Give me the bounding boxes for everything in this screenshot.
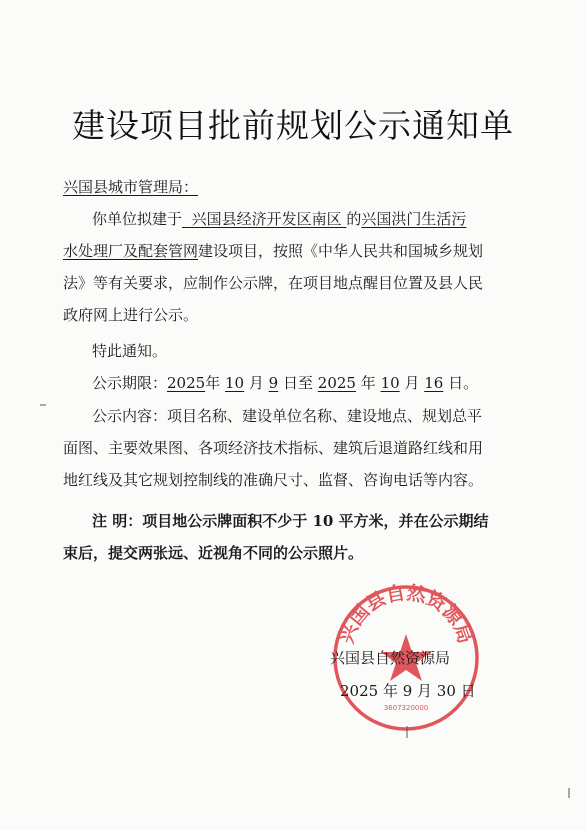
period-start-day: 9 — [268, 374, 279, 392]
document-title: 建设项目批前规划公示通知单 — [72, 106, 514, 145]
period-start-year: 2025 — [167, 374, 206, 392]
p1-location: 兴国县经济开发区南区 — [191, 210, 342, 228]
content-line1: 公示内容：项目名称、建设单位名称、建设地点、规划总平 — [92, 407, 483, 425]
addressee — [63, 177, 198, 197]
period-year-char2: 年 — [360, 374, 376, 392]
paragraph1-line2 — [63, 241, 483, 261]
scan-mark — [40, 404, 46, 406]
period-end-day: 16 — [424, 374, 444, 392]
period-end-month: 10 — [380, 374, 400, 392]
p1-project-part1: 兴国洪门生活污 — [361, 210, 467, 228]
period-line — [92, 373, 478, 393]
period-label: 公示期限： — [92, 374, 168, 392]
note-line2: 束后，提交两张远、近视角不同的公示照片。 — [63, 544, 364, 562]
period-end: 日。 — [448, 374, 479, 392]
content-line2: 面图、主要效果图、各项经济技术指标、建筑后退道路红线和用 — [63, 439, 484, 457]
period-end-year: 2025 — [317, 374, 356, 392]
paragraph1-line1 — [92, 209, 466, 229]
signature-org: 兴国县自然资源局 — [330, 649, 451, 667]
scan-mark — [568, 788, 570, 798]
period-year-char: 年 — [205, 374, 221, 392]
period-month-char: 月 — [248, 374, 264, 392]
p1-prefix: 你单位拟建于 — [92, 210, 183, 228]
signature-date: 2025 年 9 月 30 日 — [340, 682, 476, 700]
addressee-text: 兴国县城市管理局： — [63, 178, 199, 196]
period-start-month: 10 — [225, 374, 245, 392]
note-line1: 注 明：项目地公示牌面积不少于 10 平方米，并在公示期结 — [92, 512, 489, 530]
p1-line2-suffix: 建设项目，按照《中华人民共和国城乡规划 — [198, 242, 484, 260]
period-month-char2: 月 — [404, 374, 420, 392]
scan-mark — [406, 726, 408, 738]
seal-number: 3607320000 — [383, 704, 429, 712]
notice-text: 特此通知。 — [92, 342, 168, 360]
paragraph1-line4: 政府网上进行公示。 — [63, 306, 199, 324]
paragraph1-line3: 法》等有关要求，应制作公示牌，在项目地点醒目位置及县人民 — [63, 274, 484, 292]
p1-project-part2: 水处理厂及配套管网 — [63, 242, 199, 260]
p1-de: 的 — [346, 210, 362, 228]
content-line3: 地红线及其它规划控制线的准确尺寸、监督、咨询电话等内容。 — [63, 471, 484, 489]
period-to: 日至 — [283, 374, 314, 392]
seal-text: 兴国县自然资源局 — [335, 582, 477, 647]
